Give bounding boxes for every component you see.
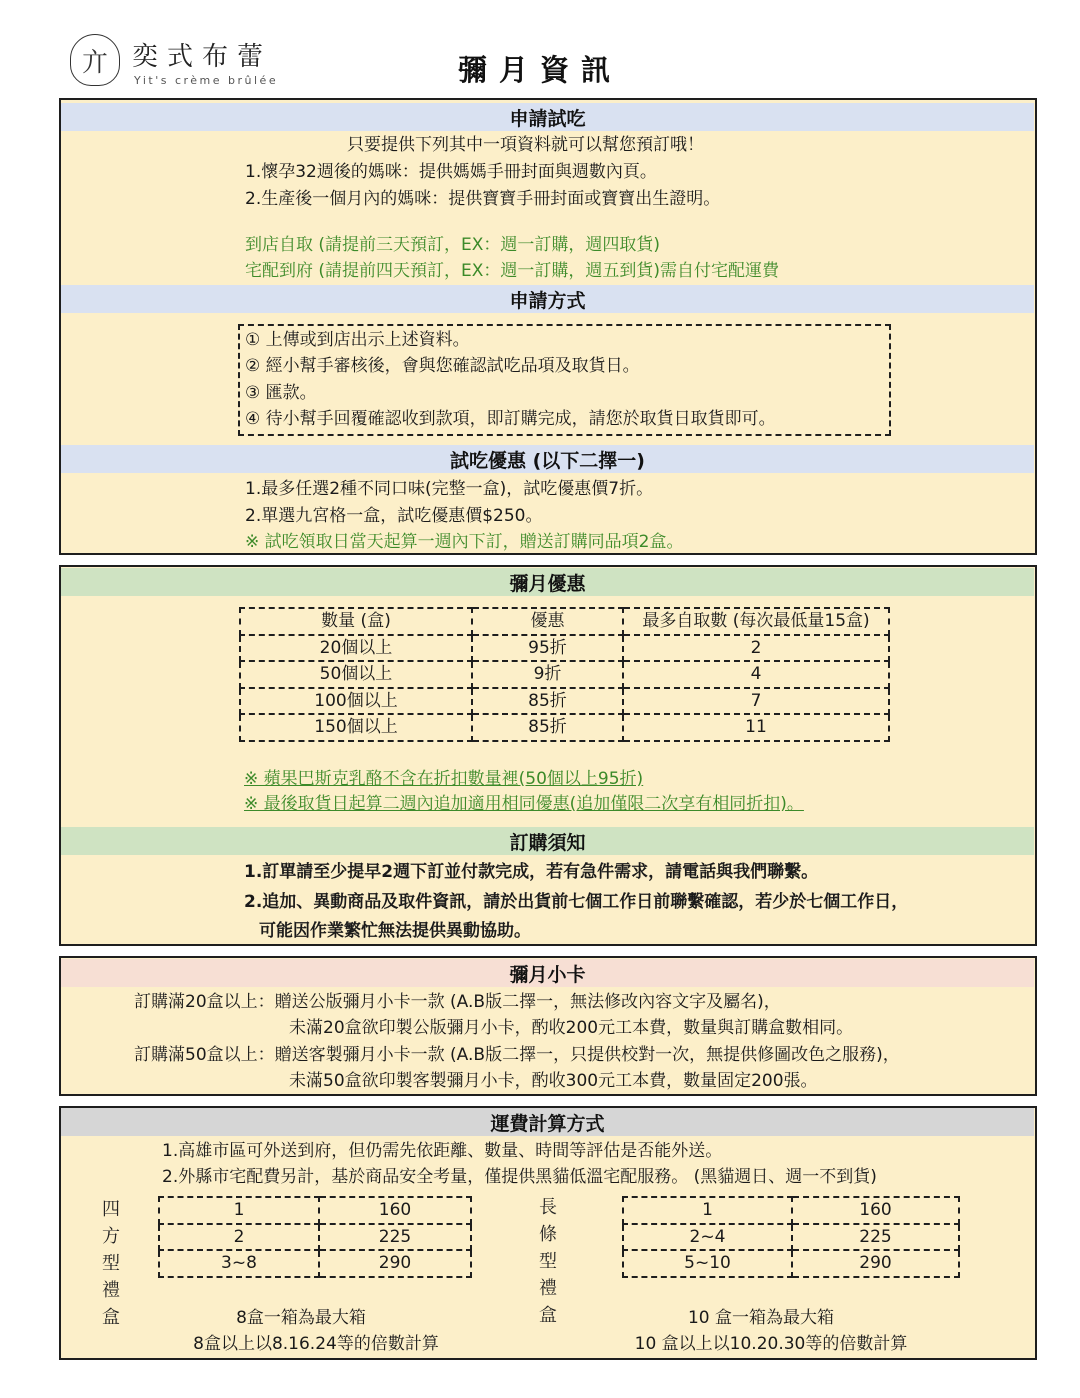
trial-item-2: 2.生產後一個月內的媽咪：提供寶寶手冊封面或寶寶出生證明。 bbox=[245, 189, 721, 209]
square-note-1: 8盒一箱為最大箱 bbox=[236, 1308, 366, 1328]
discount-panel bbox=[59, 565, 1037, 946]
table-header-cell: 最多自取數 (每次最低量15盒) bbox=[623, 608, 889, 635]
card-line-2: 未滿20盒欲印製公版彌月小卡，酌收200元工本費，數量與訂購盒數相同。 bbox=[289, 1018, 854, 1038]
table-cell: 2~4 bbox=[623, 1224, 792, 1251]
table-row bbox=[623, 1224, 959, 1251]
section-title-trial-offer: 試吃優惠 (以下二擇一) bbox=[61, 445, 1034, 473]
order-line-1: 1.訂單請至少提早2週下訂並付款完成，若有急件需求，請電話與我們聯繫。 bbox=[244, 862, 819, 882]
section-title-shipping: 運費計算方式 bbox=[61, 1108, 1034, 1136]
table-cell: 85折 bbox=[472, 688, 623, 715]
trial-offer-1: 1.最多任選2種不同口味(完整一盒)，試吃優惠價7折。 bbox=[245, 479, 654, 499]
label-char: 四 bbox=[102, 1199, 120, 1220]
table-header-row bbox=[240, 608, 889, 635]
method-step-1: ① 上傳或到店出示上述資料。 bbox=[245, 330, 470, 350]
page-header bbox=[0, 0, 1080, 98]
label-char: 型 bbox=[102, 1253, 120, 1274]
table-cell: 160 bbox=[319, 1197, 471, 1224]
table-row bbox=[159, 1224, 471, 1251]
order-line-2: 2.追加、異動商品及取件資訊，請於出貨前七個工作日前聯繫確認，若少於七個工作日， bbox=[244, 892, 909, 912]
square-box-label bbox=[99, 1196, 123, 1331]
trial-panel bbox=[59, 98, 1037, 555]
section-title-discount: 彌月優惠 bbox=[61, 568, 1034, 596]
table-cell: 225 bbox=[319, 1224, 471, 1251]
label-char: 禮 bbox=[539, 1278, 557, 1299]
table-cell: 225 bbox=[792, 1224, 959, 1251]
order-line-3: 可能因作業繁忙無法提供異動協助。 bbox=[259, 921, 531, 941]
table-cell: 2 bbox=[159, 1224, 319, 1251]
trial-intro: 只要提供下列其中一項資料就可以幫您預訂哦！ bbox=[347, 135, 704, 155]
table-cell: 7 bbox=[623, 688, 889, 715]
card-line-3: 訂購滿50盒以上：贈送客製彌月小卡一款 (A.B版二擇一，只提供校對一次，無提供修圖改色之服務)， bbox=[134, 1045, 900, 1065]
shipping-line-2: 2.外縣市宅配費另計，基於商品安全考量，僅提供黑貓低溫宅配服務。 (黑貓週日、週一不到貨) bbox=[162, 1167, 877, 1187]
discount-table bbox=[239, 607, 890, 742]
table-cell: 5~10 bbox=[623, 1250, 792, 1277]
pickup-store: 到店自取 (請提前三天預訂，EX：週一訂購，週四取貨) bbox=[245, 235, 661, 255]
card-line-4: 未滿50盒欲印製客製彌月小卡，酌收300元工本費，數量固定200張。 bbox=[289, 1071, 818, 1091]
card-line-1: 訂購滿20盒以上：贈送公版彌月小卡一款 (A.B版二擇一，無法修改內容文字及屬名)， bbox=[134, 992, 781, 1012]
trial-offer-2: 2.單選九宮格一盒，試吃優惠價$250。 bbox=[245, 506, 543, 526]
label-char: 型 bbox=[539, 1251, 557, 1272]
method-step-4: ④ 待小幫手回覆確認收到款項，即訂購完成，請您於取貨日取貨即可。 bbox=[245, 409, 776, 429]
section-title-trial: 申請試吃 bbox=[61, 103, 1034, 131]
method-step-3: ③ 匯款。 bbox=[245, 383, 317, 403]
table-cell: 160 bbox=[792, 1197, 959, 1224]
label-char: 禮 bbox=[102, 1280, 120, 1301]
page-title: 彌月資訊 bbox=[458, 53, 623, 87]
table-row bbox=[623, 1250, 959, 1277]
table-cell: 9折 bbox=[472, 661, 623, 688]
long-note-2: 10 盒以上以10.20.30等的倍數計算 bbox=[634, 1334, 908, 1354]
table-cell: 2 bbox=[623, 635, 889, 662]
table-row bbox=[159, 1197, 471, 1224]
table-cell: 290 bbox=[792, 1250, 959, 1277]
label-char: 盒 bbox=[539, 1305, 557, 1326]
table-row bbox=[240, 661, 889, 688]
table-cell: 4 bbox=[623, 661, 889, 688]
long-box-label bbox=[536, 1194, 560, 1329]
shipping-panel bbox=[59, 1106, 1037, 1360]
long-note-1: 10 盒一箱為最大箱 bbox=[687, 1308, 835, 1328]
table-cell: 50個以上 bbox=[240, 661, 472, 688]
table-cell: 3~8 bbox=[159, 1250, 319, 1277]
discount-note-2: ※ 最後取貨日起算二週內追加適用相同優惠(追加僅限二次享有相同折扣)。 bbox=[244, 794, 804, 814]
trial-offer-note: ※ 試吃領取日當天起算一週內下訂，贈送訂購同品項2盒。 bbox=[245, 532, 684, 552]
long-shipping-table bbox=[622, 1196, 960, 1278]
table-row bbox=[159, 1250, 471, 1277]
table-cell: 290 bbox=[319, 1250, 471, 1277]
table-cell: 1 bbox=[623, 1197, 792, 1224]
table-header-cell: 數量 (盒) bbox=[240, 608, 472, 635]
brand-name-english: Yit's crème brûlée bbox=[134, 74, 279, 87]
pickup-delivery: 宅配到府 (請提前四天預訂，EX：週一訂購，週五到貨)需自付宅配運費 bbox=[245, 261, 780, 281]
table-cell: 20個以上 bbox=[240, 635, 472, 662]
table-cell: 100個以上 bbox=[240, 688, 472, 715]
card-panel bbox=[59, 956, 1037, 1096]
section-title-order: 訂購須知 bbox=[61, 827, 1034, 855]
table-cell: 11 bbox=[623, 714, 889, 741]
trial-item-1: 1.懷孕32週後的媽咪：提供媽媽手冊封面與週數內頁。 bbox=[245, 162, 657, 182]
brand-logo-icon bbox=[70, 34, 120, 86]
table-cell: 85折 bbox=[472, 714, 623, 741]
table-row bbox=[240, 635, 889, 662]
table-cell: 1 bbox=[159, 1197, 319, 1224]
section-title-method: 申請方式 bbox=[61, 285, 1034, 313]
section-title-card: 彌月小卡 bbox=[61, 959, 1034, 987]
label-char: 長 bbox=[539, 1197, 557, 1218]
brand-name-chinese: 奕式布蕾 bbox=[132, 42, 273, 72]
square-note-2: 8盒以上以8.16.24等的倍數計算 bbox=[193, 1334, 439, 1354]
table-row bbox=[240, 688, 889, 715]
logo-glyph: 亣 bbox=[81, 47, 108, 78]
table-row bbox=[240, 714, 889, 741]
discount-note-1: ※ 蘋果巴斯克乳酪不含在折扣數量裡(50個以上95折) bbox=[244, 769, 644, 789]
label-char: 方 bbox=[102, 1226, 120, 1247]
table-row bbox=[623, 1197, 959, 1224]
table-header-cell: 優惠 bbox=[472, 608, 623, 635]
square-shipping-table bbox=[158, 1196, 472, 1278]
table-cell: 150個以上 bbox=[240, 714, 472, 741]
shipping-line-1: 1.高雄市區可外送到府，但仍需先依距離、數量、時間等評估是否能外送。 bbox=[162, 1141, 723, 1161]
table-cell: 95折 bbox=[472, 635, 623, 662]
method-step-2: ② 經小幫手審核後，會與您確認試吃品項及取貨日。 bbox=[245, 356, 640, 376]
label-char: 盒 bbox=[102, 1307, 120, 1328]
label-char: 條 bbox=[539, 1224, 557, 1245]
